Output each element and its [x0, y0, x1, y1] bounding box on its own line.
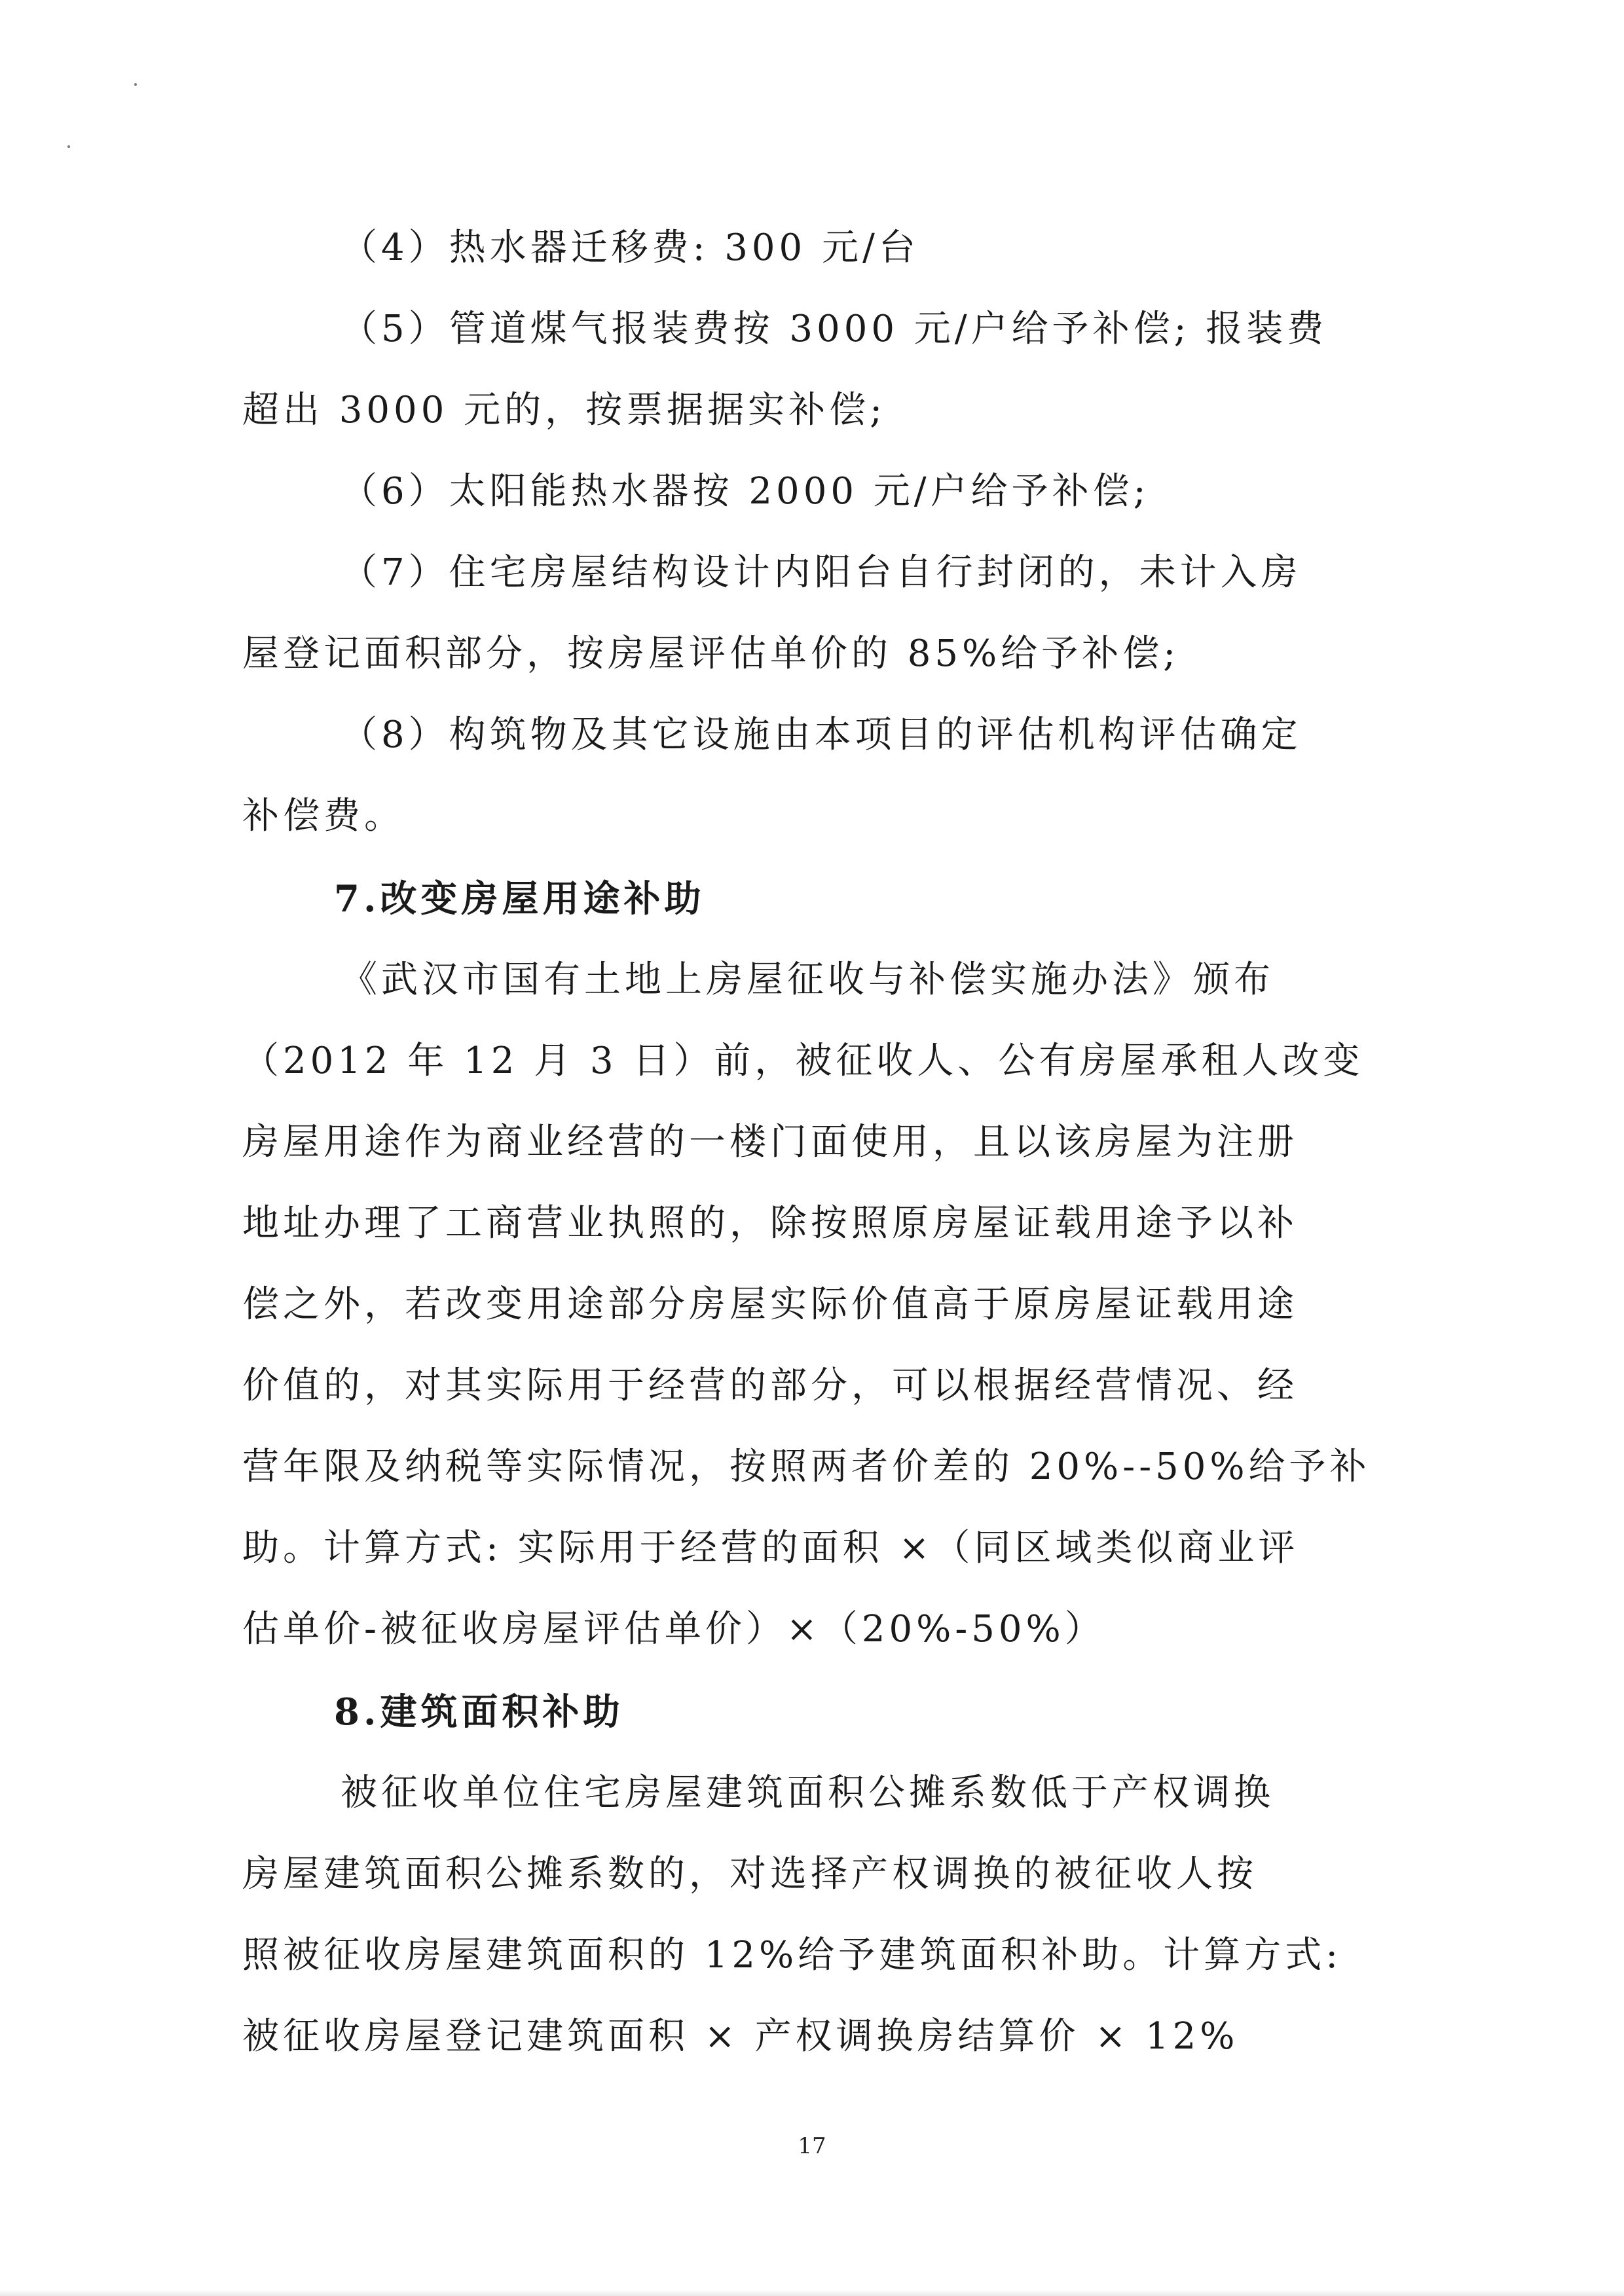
item-7-cont: 屋登记面积部分，按房屋评估单价的 85%给予补偿; [242, 632, 1180, 675]
section-7-para: （2012 年 12 月 3 日）前，被征收人、公有房屋承租人改变 [242, 1040, 1364, 1082]
section-7-para: 价值的，对其实际用于经营的部分，可以根据经营情况、经 [242, 1364, 1298, 1407]
section-7-formula: 估单价-被征收房屋评估单价）×（20%-50%） [242, 1608, 1105, 1650]
section-7-heading: 7.改变房屋用途补助 [334, 877, 705, 920]
section-8-para: 被征收单位住宅房屋建筑面积公摊系数低于产权调换 [341, 1772, 1274, 1814]
section-7-formula: 助。计算方式: 实际用于经营的面积 ×（同区域类似商业评 [242, 1527, 1299, 1569]
section-8-para: 照被征收房屋建筑面积的 12%给予建筑面积补助。计算方式: [242, 1934, 1342, 1977]
scan-bottom-edge [0, 2289, 1624, 2296]
scan-speck [134, 83, 137, 86]
item-8-cont: 补偿费。 [242, 795, 405, 837]
section-8-formula: 被征收房屋登记建筑面积 × 产权调换房结算价 × 12% [242, 2015, 1239, 2058]
section-8-para: 房屋建筑面积公摊系数的，对选择产权调换的被征收人按 [242, 1853, 1257, 1895]
item-4: （4）热水器迁移费: 300 元/台 [341, 227, 919, 269]
section-7-para: 《武汉市国有土地上房屋征收与补偿实施办法》颁布 [341, 958, 1274, 1001]
item-5: （5）管道煤气报装费按 3000 元/户给予补偿; 报装费 [341, 308, 1328, 350]
scan-speck [67, 145, 70, 148]
item-6: （6）太阳能热水器按 2000 元/户给予补偿; [341, 470, 1150, 513]
page-number: 17 [798, 2133, 826, 2159]
section-7-para: 营年限及纳税等实际情况，按照两者价差的 20%--50%给予补 [242, 1446, 1371, 1488]
section-7-para: 偿之外，若改变用途部分房屋实际价值高于原房屋证载用途 [242, 1283, 1298, 1326]
item-8: （8）构筑物及其它设施由本项目的评估机构评估确定 [341, 714, 1302, 756]
section-7-para: 房屋用途作为商业经营的一楼门面使用，且以该房屋为注册 [242, 1121, 1298, 1163]
item-7: （7）住宅房屋结构设计内阳台自行封闭的，未计入房 [341, 551, 1302, 594]
item-5-cont: 超出 3000 元的，按票据据实补偿; [242, 389, 886, 431]
section-8-heading: 8.建筑面积补助 [334, 1690, 624, 1734]
section-7-para: 地址办理了工商营业执照的，除按照原房屋证载用途予以补 [242, 1202, 1298, 1245]
